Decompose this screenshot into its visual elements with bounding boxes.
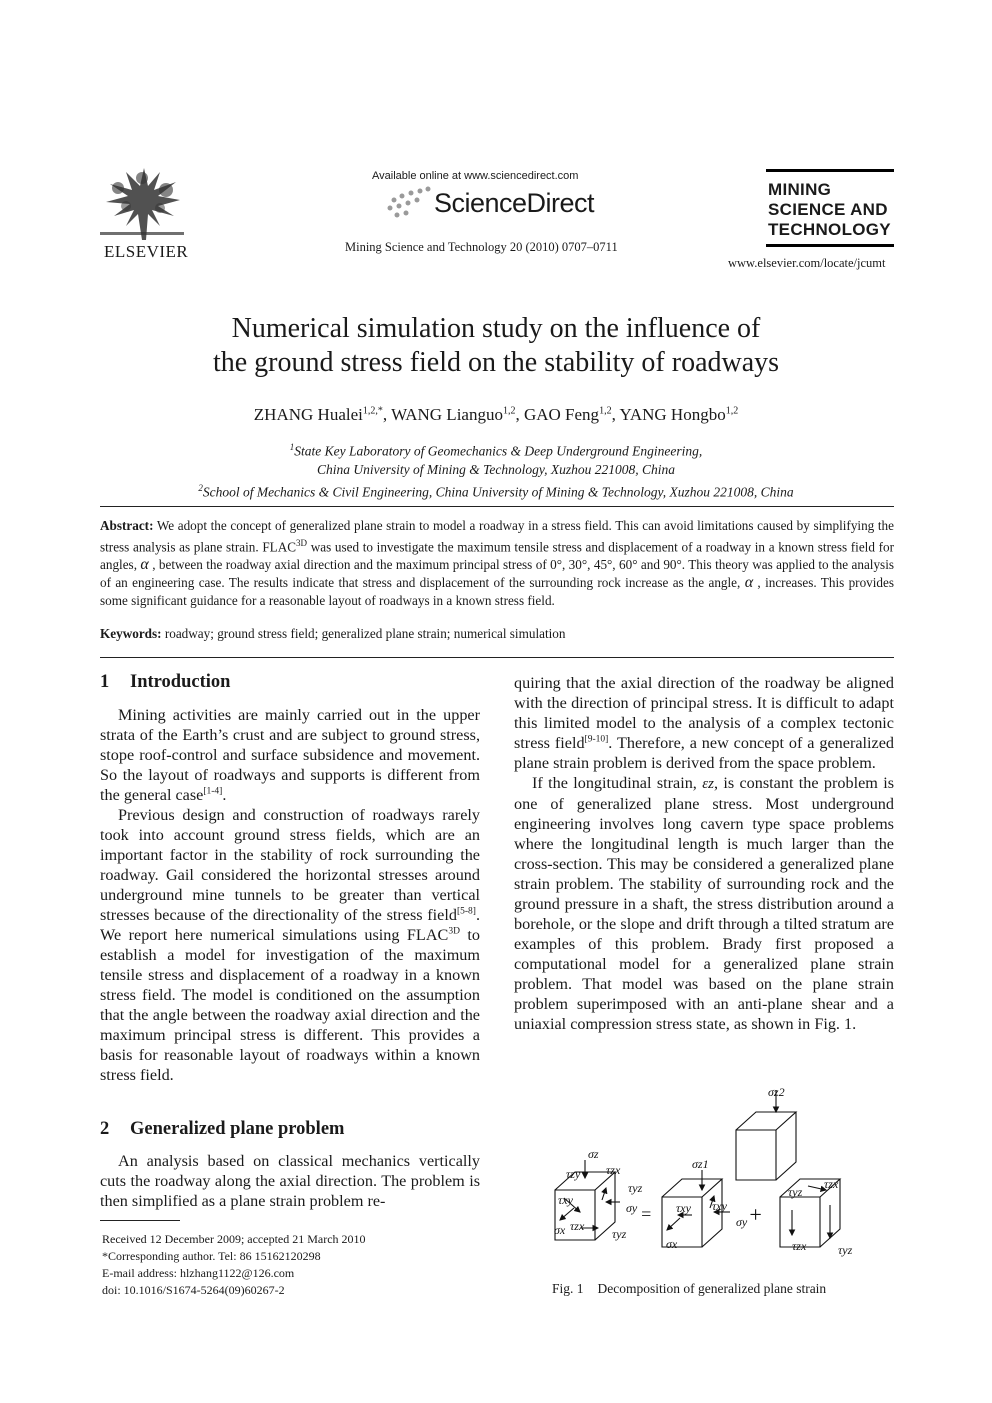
affiliation-1-line-2: China University of Mining & Technology, Xuzhou 221008, China	[317, 461, 675, 477]
abstract-text: was used to investigate the maximum tensile stress and displacement of a roadway in a known stress field for angles,	[100, 539, 894, 572]
paragraph-text: Previous design and construction of roadways rarely took into account ground stress fields, which are an important factor in the stability of rock surrounding the roadway. Gail considered the horizontal stresses around underground mine tunnels to be greater than vertical stresses because of the directionality of the stress field	[100, 806, 480, 924]
journal-logo	[768, 180, 891, 240]
title-line-1: Numerical simulation study on the influence of	[231, 313, 761, 344]
footnote-received: Received 12 December 2009; accepted 21 March 2010	[102, 1232, 366, 1246]
paragraph-text: , is constant the problem is one of generalized plane stress. Most underground engineering involves long cavern type space problems where the longitudinal length is much larger than the cross-section. This may be considered a generalized plane strain problem. The stability of surrounding rock and the ground pressure in a shaft, the stress distribution around a borehole, or the slope and drift through a tilted stratum are examples of this problem. Brady first proposed a computational model for a generalized plane strain problem. That model was based on the plane strain problem superimposed with an anti-plane shear and a uniaxial compression stress state, as shown in Fig. 1.	[514, 774, 894, 1033]
citation-ref: [1-4]	[203, 786, 223, 797]
equals-sign: =	[640, 1204, 653, 1224]
paragraph: An analysis based on classical mechanics vertically cuts the roadway along the axial direction. The problem is then simplified as a plane strain problem re-	[100, 1152, 480, 1210]
journal-logo-bar-top	[766, 169, 894, 172]
keywords-label: Keywords:	[100, 626, 162, 641]
label-sigma-y-2: σy	[736, 1215, 748, 1229]
alpha-symbol: α	[744, 573, 754, 591]
section-2-body	[100, 1151, 480, 1211]
keywords-text: roadway; ground stress field; generalized plane strain; numerical simulation	[161, 626, 566, 641]
paragraph	[100, 705, 480, 805]
paper-title	[0, 312, 992, 380]
author-affil-sup: 1,2	[502, 405, 516, 417]
label-tau-xy-2: τxy	[676, 1201, 691, 1215]
abstract-label: Abstract:	[100, 518, 154, 533]
sciencedirect-dots-icon	[384, 186, 432, 220]
section-title: Generalized plane problem	[130, 1119, 345, 1139]
label-sigma-x-1: σx	[554, 1223, 566, 1237]
label-tau-yz-4: τyz	[788, 1185, 803, 1199]
label-sigma-z: σz	[588, 1147, 599, 1161]
author-affil-sup: 1,2	[725, 405, 739, 417]
section-1-body	[100, 705, 480, 1085]
paragraph-text: Mining activities are mainly carried out in the upper strata of the Earth’s crust and are subject to ground stress, stope roof-control and surface subsidence and movement. So the layout of roadways and supports is different from the general case	[100, 706, 480, 804]
author-affil-sup: 1,2,*	[362, 405, 383, 417]
label-tau-xy-1: τxy	[558, 1193, 573, 1207]
right-column-body	[514, 673, 894, 1034]
superscript: 3D	[448, 926, 460, 937]
abstract-sup: 3D	[296, 537, 308, 548]
author-name: YANG Hongbo	[619, 405, 726, 424]
paragraph-text: .	[222, 786, 227, 804]
paragraph-text: . We report here numerical simulations using FLAC	[100, 906, 480, 944]
affiliations	[0, 438, 992, 501]
author-name: ZHANG Hualei	[253, 405, 363, 424]
label-sigma-z2: σz2	[768, 1085, 785, 1099]
label-tau-yz-1b: τyz	[612, 1227, 627, 1241]
label-tau-zx-1: τzx	[606, 1163, 621, 1177]
plus-sign: +	[748, 1202, 763, 1227]
publisher-name: ELSEVIER	[104, 242, 189, 261]
label-tau-xy-2b: τxy	[712, 1199, 727, 1213]
footnote-rule	[100, 1220, 180, 1221]
section-number: 2	[100, 1119, 110, 1139]
affil-text: School of Mechanics & Civil Engineering, China University of Mining & Technology, Xuzhou 221008, China	[202, 484, 794, 499]
label-tau-zy-1: τzy	[566, 1167, 581, 1181]
label-tau-zx-4b: τzx	[792, 1239, 807, 1253]
sd-available-text: Available online at www.sciencedirect.com	[372, 170, 579, 182]
abstract-text: , between the roadway axial direction and the maximum principal stress of 0°, 30°, 45°, 60° and 90°. This theory was applied to the analysis of an engineering case. The results indicate that stress and displacement of the surrounding rock increase as the angle,	[100, 556, 894, 590]
keywords	[100, 626, 894, 642]
journal-logo-bar-bottom	[766, 244, 894, 247]
journal-citation: Mining Science and Technology 20 (2010) 0707–0711	[345, 240, 618, 254]
citation-ref: [9-10]	[584, 734, 609, 745]
paragraph	[100, 805, 480, 1085]
figure-1-diagram	[540, 1080, 880, 1270]
journal-logo-line-1: MINING	[768, 180, 832, 199]
footnote-doi: doi: 10.1016/S1674-5264(09)60267-2	[102, 1283, 285, 1297]
affiliation-1-line-1	[0, 438, 992, 461]
caption-text: Decomposition of generalized plane strain	[597, 1281, 827, 1296]
section-number: 1	[100, 672, 110, 692]
affil-text: State Key Laboratory of Geomechanics & Deep Underground Engineering,	[294, 443, 703, 459]
title-line-2: the ground stress field on the stability of roadways	[212, 347, 780, 378]
footnote-email: E-mail address: hlzhang1122@126.com	[102, 1266, 295, 1280]
section-2-heading	[100, 1119, 344, 1140]
epsilon-z-symbol: εz	[702, 776, 714, 792]
author-name: GAO Feng	[523, 405, 600, 424]
abstract-text: We adopt the concept of generalized plane strain to model a roadway in a stress field. This can avoid limitations caused by simplifying the stress analysis as plane strain. FLAC	[100, 518, 894, 555]
sciencedirect-wordmark: ScienceDirect	[434, 188, 595, 218]
journal-logo-line-3: TECHNOLOGY	[768, 220, 891, 239]
paragraph-text: If the longitudinal strain,	[532, 774, 703, 792]
paragraph-text: to establish a model for investigation of the maximum tensile stress and displacement of a roadway in a known stress field. The model is conditioned on the assumption that the angle between the roadway axial direction and the maximum principal stress is different. This provides a basis for reasonable layout of roadways within a known stress field.	[100, 926, 480, 1084]
sciencedirect-logo	[384, 186, 604, 222]
label-sigma-x-2: σx	[666, 1237, 678, 1251]
abstract	[100, 517, 894, 609]
figure-1-caption	[552, 1281, 826, 1297]
paragraph-text: quiring that the axial direction of the roadway be aligned with the direction of principal stress. It is difficult to adapt this limited model to the analysis of a complex tectonic stress field	[514, 674, 894, 752]
journal-url: www.elsevier.com/locate/jcumt	[728, 256, 886, 270]
figure-1	[540, 1080, 880, 1270]
elsevier-logo	[96, 166, 188, 262]
affil-sup: 2	[198, 482, 203, 493]
affiliation-2	[0, 479, 992, 502]
label-tau-yz-1: τyz	[628, 1181, 643, 1195]
footnotes	[102, 1231, 366, 1299]
journal-logo-line-2: SCIENCE AND	[768, 200, 888, 219]
paragraph-text: . Therefore, a new concept of a generalized plane strain problem is derived from the space problem.	[514, 734, 894, 772]
abstract-bottom-rule	[100, 657, 894, 658]
author-name: WANG Lianguo	[391, 405, 503, 424]
elsevier-tree-icon	[96, 166, 188, 242]
section-title: Introduction	[130, 672, 231, 692]
author-affil-sup: 1,2	[599, 405, 612, 417]
alpha-symbol: α	[140, 555, 149, 573]
label-tau-zx-4: τzx	[824, 1177, 839, 1191]
paragraph	[514, 673, 894, 773]
abstract-top-rule	[100, 506, 894, 507]
footnote-corresponding: *Corresponding author. Tel: 86 15162120298	[102, 1249, 321, 1263]
label-sigma-y-1: σy	[626, 1201, 638, 1215]
author-list: ZHANG Hualei$^{1,2,*}$, WANG Lianguo$^{1,2}$, GAO Feng$^{1,2}$, YANG Hongbo$^{1,2}$	[253, 405, 739, 424]
paragraph	[514, 773, 894, 1034]
label-tau-yz-4b: τyz	[838, 1243, 853, 1257]
affil-sup: 1	[289, 442, 295, 452]
abstract-text: , increases. This provides some significant guidance for a reasonable layout of roadways in a known stress field.	[100, 574, 894, 608]
citation-ref: [5-8]	[456, 906, 476, 917]
section-1-heading	[100, 672, 230, 693]
label-sigma-z1: σz1	[692, 1157, 709, 1171]
caption-number: Fig. 1	[552, 1281, 584, 1296]
label-tau-zx-1b: τzx	[570, 1219, 585, 1233]
